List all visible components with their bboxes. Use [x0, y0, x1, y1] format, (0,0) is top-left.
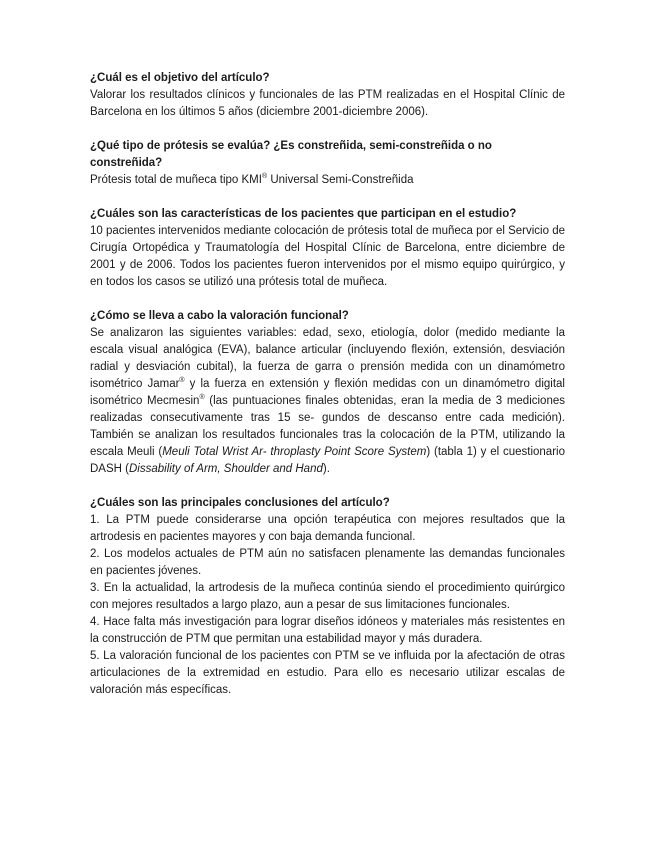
answer-paragraph: [90, 648, 565, 699]
text-run: Universal Semi-Constreñida: [267, 174, 414, 186]
registered-trademark-mark: ®: [199, 394, 205, 402]
text-run: ).: [322, 463, 330, 475]
answer-paragraph: [90, 614, 565, 648]
qa-section: [90, 206, 565, 291]
question-heading: ¿Cuáles son las características de los pacientes que participan en el estudio?: [90, 208, 517, 220]
text-run: 4. Hace falta más investigación para lograr diseños idóneos y materiales más resistentes en la construcción de PTM que permitan una estabilidad mayor y más duradera.: [90, 616, 565, 645]
text-run: (las puntuaciones finales obtenidas, eran la media de 3 mediciones realizadas consecutivamente tras 15 se- gundos de descanso entre cada medición). También se analizan los resultados funcionales tras la colocación de la PTM, utilizando la escala Meuli (: [90, 395, 565, 458]
qa-section: [90, 138, 565, 189]
document-content: [90, 70, 565, 699]
text-run: ) (tabla 1) y el cuestionario DASH (: [90, 446, 565, 475]
question-heading: ¿Cómo se lleva a cabo la valoración funcional?: [90, 310, 349, 322]
registered-trademark-mark: ®: [179, 377, 185, 385]
answer-paragraph: [90, 512, 565, 546]
text-run: Valorar los resultados clínicos y funcionales de las PTM realizadas en el Hospital Clínic de Barcelona en los últimos 5 años (diciembre 2001-diciembre 2006).: [90, 89, 565, 118]
text-run: 2. Los modelos actuales de PTM aún no satisfacen plenamente las demandas funcionales en pacientes jóvenes.: [90, 548, 565, 577]
qa-section: [90, 495, 565, 699]
question-heading: ¿Qué tipo de prótesis se evalúa? ¿Es constreñida, semi-constreñida o no constreñida?: [90, 140, 492, 169]
answer-paragraph: [90, 546, 565, 580]
answer-paragraph: [90, 325, 565, 478]
qa-section: [90, 308, 565, 478]
question-heading: ¿Cuál es el objetivo del artículo?: [90, 72, 270, 84]
text-run: 1. La PTM puede considerarse una opción terapéutica con mejores resultados que la artrodesis en pacientes mayores y con baja demanda funcional.: [90, 514, 565, 543]
text-run: 3. En la actualidad, la artrodesis de la muñeca continúa siendo el procedimiento quirúrgico con mejores resultados a largo plazo, aun a pesar de sus limitaciones funcionales.: [90, 582, 565, 611]
text-run: Prótesis total de muñeca tipo KMI: [90, 174, 262, 186]
answer-paragraph: [90, 223, 565, 291]
answer-paragraph: [90, 87, 565, 121]
text-run: y la fuerza en extensión y flexión medidas con un dinamómetro digital isométrico Mecmesin: [90, 378, 565, 407]
question-heading: ¿Cuáles son las principales conclusiones del artículo?: [90, 497, 390, 509]
text-run: 10 pacientes intervenidos mediante colocación de prótesis total de muñeca por el Servicio de Cirugía Ortopédica y Traumatología del Hospital Clínic de Barcelona, entre diciembre de 2001 y de 2006. Todos los pacientes fueron intervenidos por el mismo equipo quirúrgico, y en todos los casos se utilizó una prótesis total de muñeca.: [90, 225, 565, 288]
answer-paragraph: [90, 172, 565, 189]
answer-paragraph: [90, 580, 565, 614]
italic-text-run: Meuli Total Wrist Ar- throplasty Point Score System: [162, 446, 427, 458]
italic-text-run: Dissability of Arm, Shoulder and Hand: [128, 463, 323, 475]
registered-trademark-mark: ®: [261, 173, 268, 181]
text-run: Se analizaron las siguientes variables: edad, sexo, etiología, dolor (medido mediante la escala visual analógica (EVA), balance articular (incluyendo flexión, extensión, desviación radial y desviación cubital), la fuerza de garra o prensión medida con un dinamómetro isométrico Jamar: [90, 327, 565, 390]
qa-section: [90, 70, 565, 121]
text-run: 5. La valoración funcional de los pacientes con PTM se ve influida por la afectación de otras articulaciones de la extremidad en estudio. Para ello es necesario utilizar escalas de valoración más específicas.: [90, 650, 565, 696]
